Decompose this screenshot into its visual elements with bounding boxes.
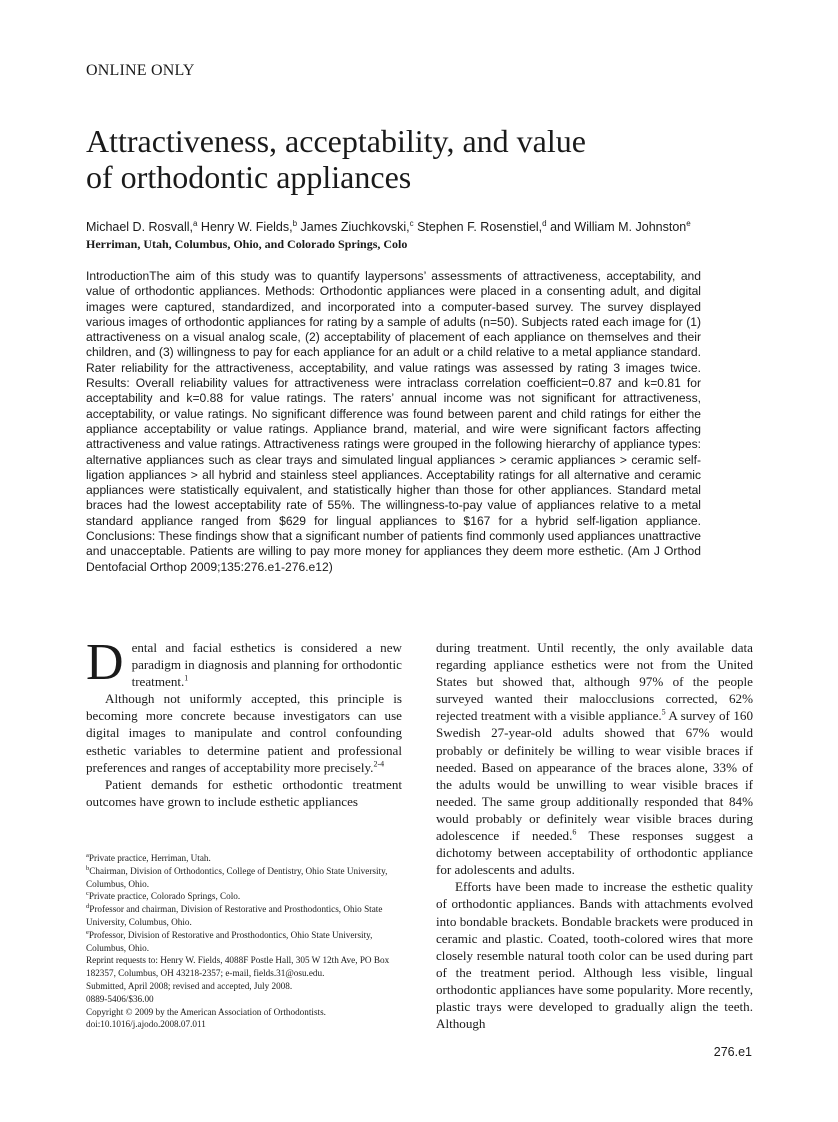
reprint-end: .	[322, 968, 325, 979]
paragraph	[436, 639, 753, 878]
drop-cap: D	[86, 634, 124, 691]
author-fields: Henry W. Fields,	[197, 220, 293, 234]
email-link[interactable]: fields.31@osu.edu	[253, 968, 323, 979]
footnote-marker: a	[86, 851, 89, 859]
author-ziuchkovski: James Ziuchkovski,	[297, 220, 410, 234]
footnote	[86, 903, 402, 929]
footnote-marker: d	[86, 903, 90, 911]
paragraph: Patient demands for esthetic orthodontic treatment outcomes have grown to include esthetic appliances	[86, 776, 402, 809]
title-line-1: Attractiveness, acceptability, and value	[86, 123, 586, 159]
footnote	[86, 865, 402, 891]
author-locations: Herriman, Utah, Columbus, Ohio, and Colorado Springs, Colo	[86, 237, 408, 251]
reference-link[interactable]: 2-4	[373, 759, 385, 769]
footnote	[86, 852, 402, 865]
body-column-right	[436, 639, 753, 1032]
page-number: 276.e1	[713, 1045, 752, 1059]
reference-link[interactable]: 1	[184, 673, 189, 683]
footnote	[86, 929, 402, 955]
paragraph-text: A survey of 160 Swedish 27-year-old adults showed that 67% would probably or definitely be willing to wear visible braces if needed. Based on appearance of the braces alone, 33% of the adults would be unwilling to wear visible braces if needed. The same group additionally responded that 84% would probably or definitely wear visible braces during adolescence if needed.	[436, 708, 753, 844]
footnote-text: Professor, Division of Restorative and Prosthodontics, Ohio State University, Columbus, Ohio.	[86, 929, 373, 953]
reference-link[interactable]: 6	[572, 827, 577, 837]
footnote-marker: c	[86, 890, 89, 898]
body-column-left	[86, 634, 402, 810]
author-rosvall: Michael D. Rosvall,	[86, 220, 193, 234]
doi: doi:10.1016/j.ajodo.2008.07.011	[86, 1019, 206, 1030]
author-list	[86, 219, 766, 236]
article-title	[86, 123, 766, 195]
paragraph-text: during treatment. Until recently, the only available data regarding appliance esthetics were not from the United States but showed that, although 97% of the people surveyed wanted their malocclusions corrected, 62% rejected treatment with a visible appliance.	[436, 640, 753, 724]
issn: 0889-5406/$36.00	[86, 993, 154, 1004]
paragraph	[86, 690, 402, 775]
reference-link[interactable]: 5	[661, 708, 666, 718]
author-affil-sup: e	[686, 218, 691, 228]
author-affil-sup: c	[409, 218, 414, 228]
paragraph: Efforts have been made to increase the esthetic quality of orthodontic appliances. Bands with attachments evolved into bondable brackets. Bondable brackets were produced in ceramic and plastic. Coated, tooth-colored wires that more closely resemble natural tooth color can be used during part of the treatment period. Although less visible, lingual orthodontic appliances have some popularity. More recently, plastic trays were developed to gradually align the teeth. Although	[436, 879, 753, 1032]
footnote-text: Private practice, Herriman, Utah.	[88, 853, 211, 863]
footnote-marker: b	[86, 864, 90, 872]
title-line-2: of orthodontic appliances	[86, 159, 412, 195]
author-johnston: and William M. Johnston	[546, 220, 687, 234]
footnote-text: Chairman, Division of Orthodontics, College of Dentistry, Ohio State University, Columbus, Ohio.	[86, 865, 388, 889]
footnote-text: Private practice, Colorado Springs, Colo.	[88, 891, 241, 902]
author-affil-sup: b	[292, 218, 298, 228]
footnote-marker: e	[86, 928, 89, 936]
footnote-text: Professor and chairman, Division of Restorative and Prosthodontics, Ohio State University, Columbus, Ohio.	[86, 904, 383, 927]
section-label: ONLINE ONLY	[86, 62, 195, 79]
reprint-request	[86, 954, 402, 980]
author-affil-sup: a	[192, 218, 198, 228]
copyright: Copyright © 2009 by the American Association of Orthodontists.	[86, 1006, 326, 1017]
paragraph-text: These responses suggest a dichotomy between acceptability of orthodontic appliance for adolescents and adults.	[436, 828, 754, 878]
footnote	[86, 890, 402, 903]
abstract: IntroductionThe aim of this study was to quantify laypersons’ assessments of attractiveness, acceptability, and value of orthodontic appliances. Methods: Orthodontic appliances were placed in a consenting adult, and digital images were captured, standardized, and incorporated into a computer-based survey. The survey displayed various images of orthodontic appliances for rating by a sample of adults (n=50). Subjects rated each image for (1) attractiveness on a visual analog scale, (2) acceptability of placement of each appliance on themselves and their children, and (3) willingness to pay for each appliance for an adult or a child relative to a metal appliance standard. Rater reliability for the attractiveness, acceptability, and value ratings was assessed by rating 3 images twice. Results: Overall reliability values for attractiveness were intraclass correlation coefficient=0.87 and k=0.81 for acceptability and k=0.88 for value ratings. The raters’ annual income was not significant for attractiveness, acceptability, or value ratings. No significant difference was found between parent and child ratings for either the appliance acceptability or value ratings. Appliance brand, material, and wire were significant factors affecting attractiveness and value ratings. Attractiveness ratings were grouped in the following hierarchy of appliance types: alternative appliances such as clear trays and simulated lingual appliances > ceramic appliances > ceramic self-ligation appliances > all hybrid and stainless steel appliances. Acceptability ratings for all alternative and ceramic appliances were statistically equivalent, and statistically higher than those for other appliances. Standard metal braces had the lowest acceptability rate of 55%. The willingness-to-pay value of appliances relative to a metal standard appliance ranged from $629 for lingual appliances to $167 for a hybrid self-ligation appliance. Conclusions: These findings show that a significant number of patients find commonly used appliances unattractive and unacceptable. Patients are willing to pay more money for appliances they deem more esthetic. (Am J Orthod Dentofacial Orthop 2009;135:276.e1-276.e12)	[86, 269, 701, 574]
paragraph	[86, 634, 402, 691]
paragraph-text: Although not uniformly accepted, this principle is becoming more concrete because investigators can use digital images to manipulate and control confounding esthetic variables to determine patient and professional preferences and ranges of acceptability more precisely.	[86, 691, 402, 775]
paragraph-text: ental and facial esthetics is considered a new paradigm in diagnosis and planning for orthodontic treatment.	[131, 640, 402, 690]
author-rosenstiel: Stephen F. Rosenstiel,	[413, 220, 543, 234]
footnotes	[86, 852, 402, 1031]
author-affil-sup: d	[542, 218, 547, 228]
submission-dates: Submitted, April 2008; revised and accepted, July 2008.	[86, 980, 293, 991]
reprint-text: Reprint requests to: Henry W. Fields, 4088F Postle Hall, 305 W 12th Ave, PO Box 182357, Columbus, OH 43218-2357; e-mail,	[86, 955, 390, 979]
